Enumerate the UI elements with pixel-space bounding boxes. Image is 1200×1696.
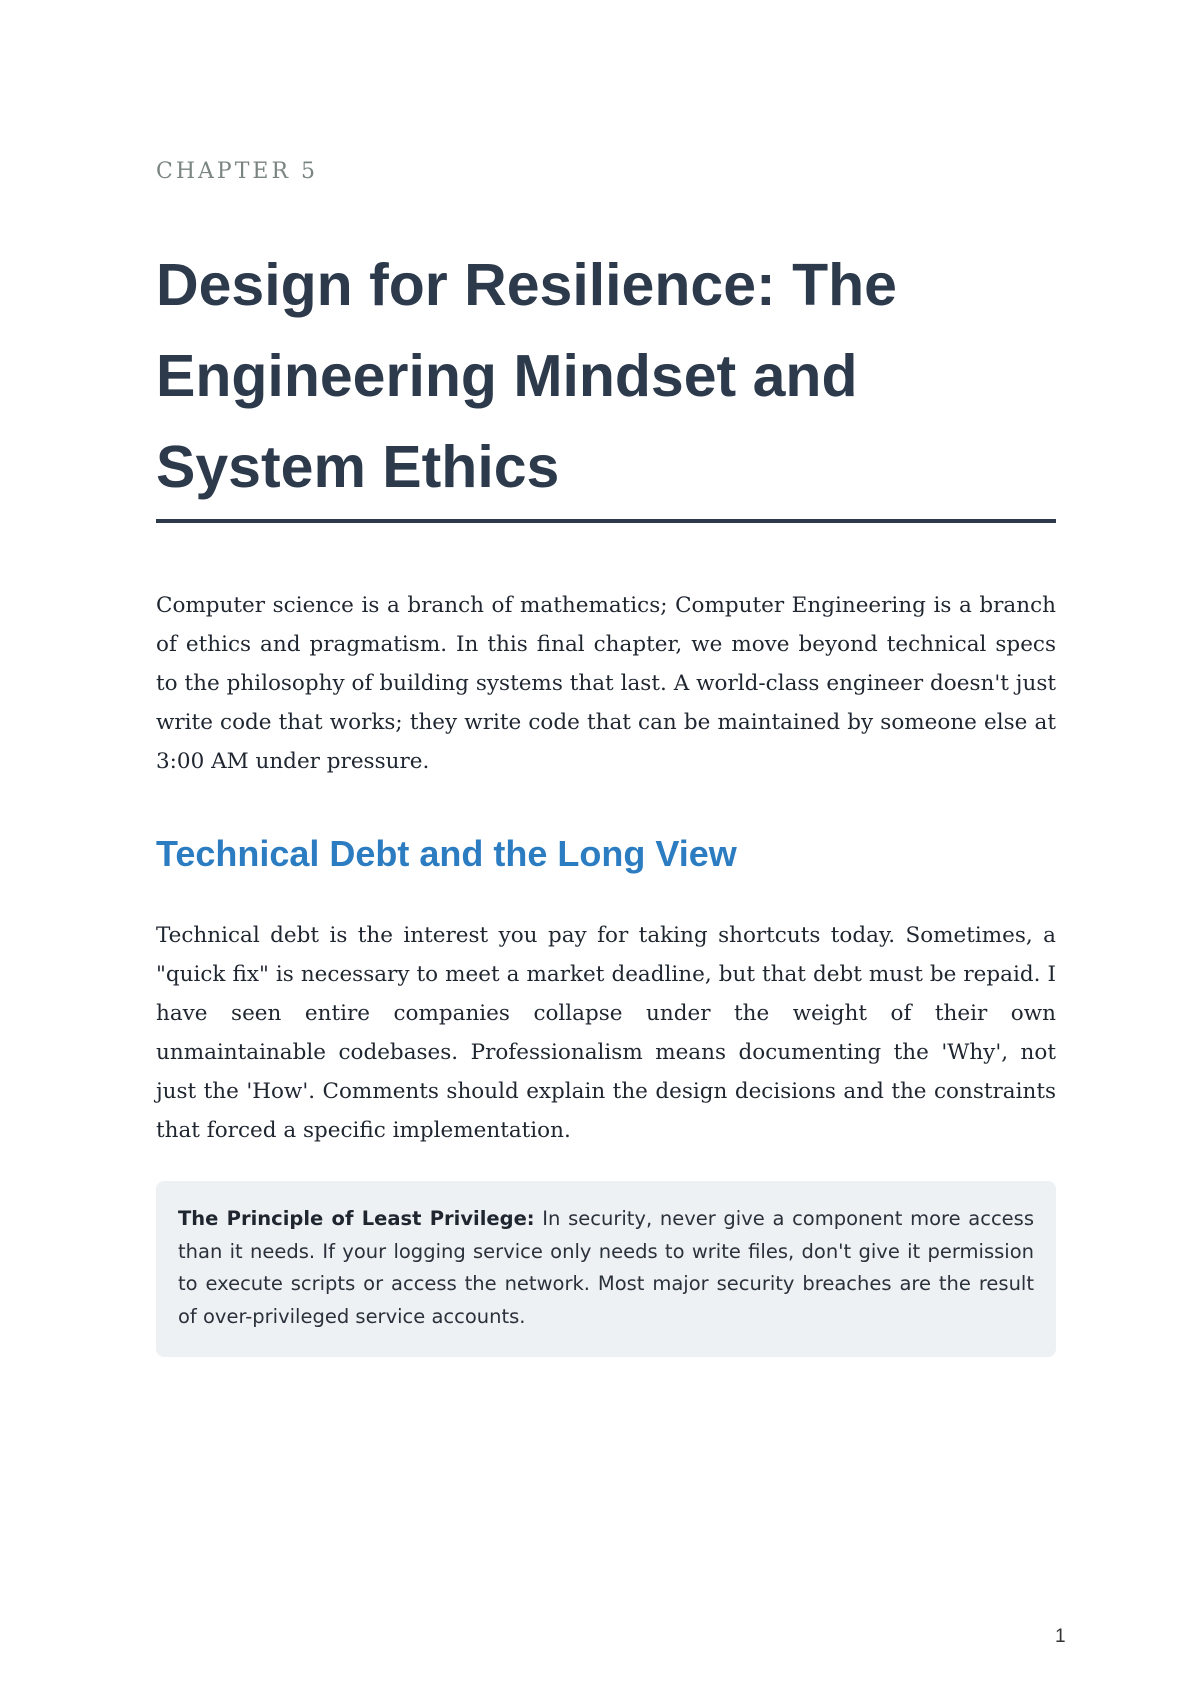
chapter-label: CHAPTER 5 [156, 159, 318, 184]
section-heading: Technical Debt and the Long View [156, 833, 737, 874]
callout-body: In security, never give a component more access than it needs. If your logging service only needs to write files, don't give it permission to execute scripts or access the network. Most major security breaches are the result of over-privileged service accounts. [178, 1207, 1034, 1328]
page-number: 1 [1055, 1626, 1066, 1647]
callout-box [156, 1181, 1056, 1357]
intro-paragraph: Computer science is a branch of mathematics; Computer Engineering is a branch of ethics and pragmatism. In this final chapter, we move beyond technical specs to the philosophy of building systems that last. A world-class engineer doesn't just write code that works; they write code that can be maintained by someone else at 3:00 AM under pressure. [156, 593, 1056, 774]
chapter-title: Design for Resilience: The Engineering Mindset and System Ethics [156, 252, 897, 500]
callout-label: The Principle of Least Privilege: [178, 1207, 535, 1230]
title-divider [156, 519, 1056, 523]
section-paragraph: Technical debt is the interest you pay for taking shortcuts today. Sometimes, a "quick fix" is necessary to meet a market deadline, but that debt must be repaid. I have seen entire companies collapse under the weight of their own unmaintainable codebases. Professionalism means documenting the 'Why', not just the 'How'. Comments should explain the design decisions and the constraints that forced a specific implementation. [156, 923, 1056, 1143]
callout-text [178, 1203, 1034, 1333]
